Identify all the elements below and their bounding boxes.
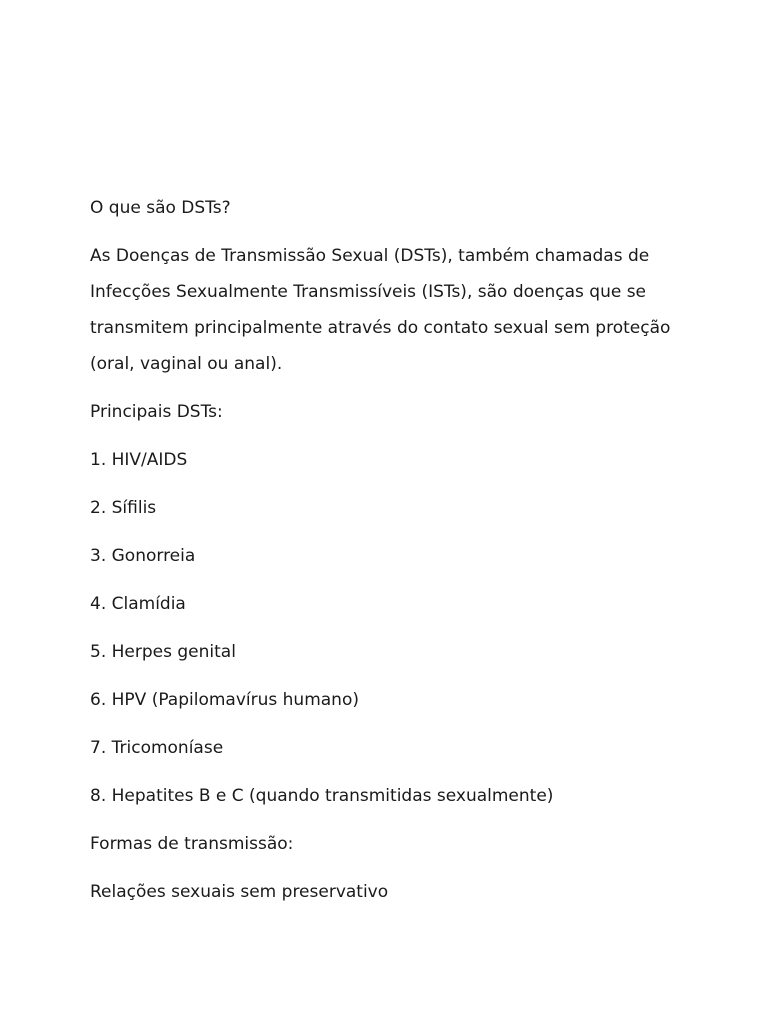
list-item: 5. Herpes genital [90,642,236,662]
section-heading-main-stds: Principais DSTs: [90,402,223,422]
intro-paragraph: As Doenças de Transmissão Sexual (DSTs), também chamadas de Infecções Sexualmente Transmissíveis (ISTs), são doenças que se transmitem principalmente através do contato sexual sem proteção (oral, vaginal ou anal). [90,246,671,374]
std-list [90,442,690,814]
list-item: 4. Clamídia [90,594,186,614]
section-heading-what-are-stds: O que são DSTs? [90,198,231,218]
section-heading-transmission: Formas de transmissão: [90,834,294,854]
transmission-item: Relações sexuais sem preservativo [90,882,389,902]
list-item: 2. Sífilis [90,498,157,518]
list-item: 6. HPV (Papilomavírus humano) [90,690,359,710]
list-item: 8. Hepatites B e C (quando transmitidas sexualmente) [90,786,554,806]
list-item: 3. Gonorreia [90,546,196,566]
document-body [90,190,690,922]
list-item: 1. HIV/AIDS [90,450,188,470]
list-item: 7. Tricomoníase [90,738,224,758]
